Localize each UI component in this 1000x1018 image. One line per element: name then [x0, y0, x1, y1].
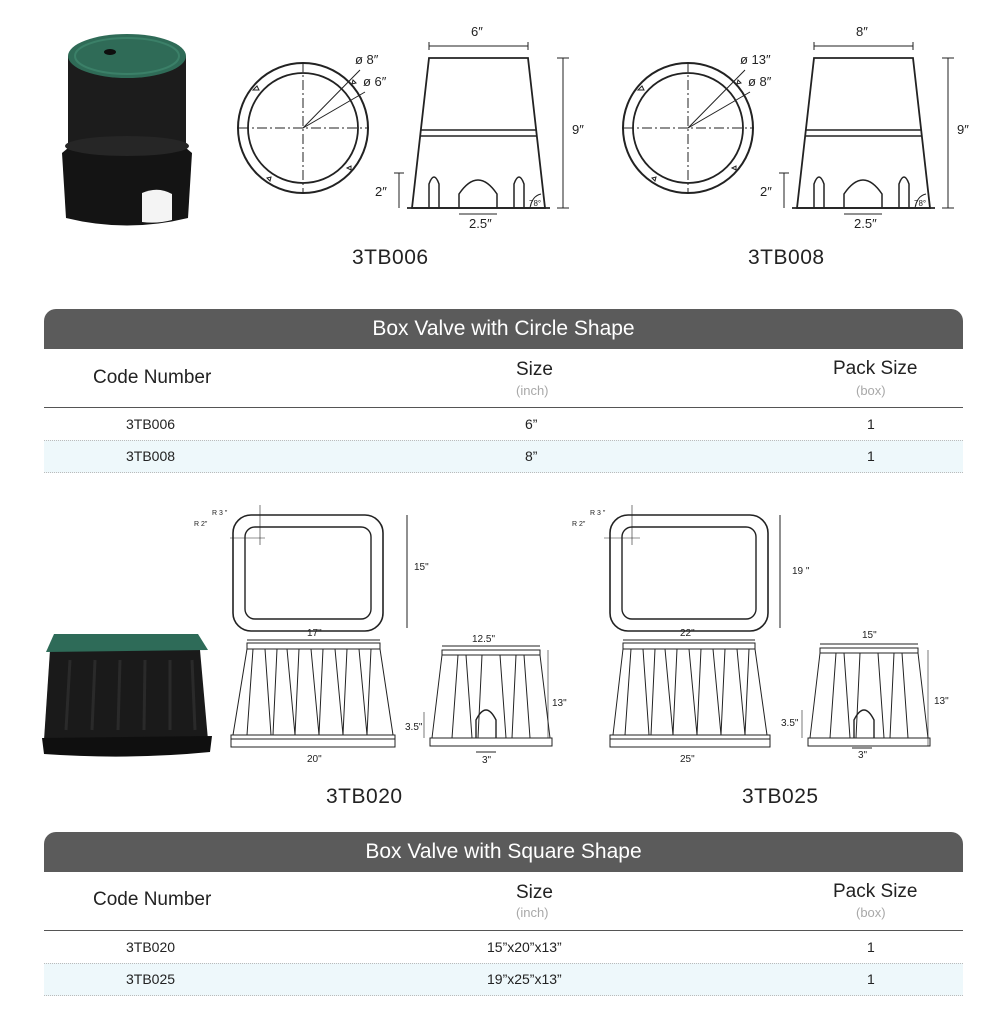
cell-pack: 1	[867, 939, 875, 955]
outer-diameter-label: ø 13″	[740, 52, 771, 67]
col-header-size-unit: (inch)	[516, 905, 549, 920]
svg-text:19 ": 19 "	[792, 566, 810, 577]
table-header-divider	[44, 930, 963, 931]
svg-text:20": 20"	[307, 754, 322, 765]
svg-text:2″: 2″	[375, 184, 387, 199]
svg-text:25": 25"	[680, 754, 695, 765]
outer-diameter-label: ø 8″	[355, 52, 379, 67]
cell-code: 3TB020	[126, 939, 176, 955]
table-row	[44, 963, 963, 996]
svg-text:2″: 2″	[760, 184, 772, 199]
cell-code: 3TB008	[126, 448, 176, 464]
square-table-title-bar: Box Valve with Square Shape	[44, 832, 963, 872]
svg-text:R 2": R 2"	[572, 521, 586, 528]
cell-size: 15”x20”x13”	[487, 939, 562, 955]
svg-text:R 3 ": R 3 "	[590, 510, 606, 517]
col-header-pack: Pack Size	[833, 358, 918, 379]
inner-diameter-label: ø 8″	[748, 74, 772, 89]
inner-diameter-label: ø 6″	[363, 74, 387, 89]
svg-text:2.5″: 2.5″	[469, 216, 492, 231]
svg-text:3": 3"	[858, 750, 868, 761]
table-row	[44, 409, 963, 440]
col-header-pack-unit: (box)	[856, 383, 886, 398]
rectangular-valve-box-photo	[40, 630, 215, 765]
svg-text:3.5": 3.5"	[405, 722, 423, 733]
cell-pack: 1	[867, 971, 875, 987]
table-row	[44, 932, 963, 963]
circle-table-title-bar: Box Valve with Circle Shape	[44, 309, 963, 349]
col-header-size: Size	[516, 882, 553, 903]
svg-text:3.5": 3.5"	[781, 718, 799, 729]
col-header-code: Code Number	[93, 889, 212, 910]
col-header-pack-unit: (box)	[856, 905, 886, 920]
svg-text:R 2": R 2"	[194, 521, 208, 528]
cell-pack: 1	[867, 448, 875, 464]
col-header-code: Code Number	[93, 367, 212, 388]
cell-size: 8”	[525, 448, 538, 464]
col-header-pack: Pack Size	[833, 881, 918, 902]
svg-text:13": 13"	[934, 696, 949, 707]
cell-pack: 1	[867, 416, 875, 432]
round-valve-box-photo	[62, 28, 197, 228]
cell-size: 19”x25”x13”	[487, 971, 562, 987]
svg-text:3": 3"	[482, 755, 492, 766]
svg-text:15": 15"	[414, 562, 429, 573]
cell-code: 3TB025	[126, 971, 176, 987]
cell-size: 6”	[525, 416, 538, 432]
svg-text:9″: 9″	[572, 122, 584, 137]
svg-text:17": 17"	[307, 628, 322, 639]
diagram-3TB008-top-view	[620, 40, 790, 200]
svg-text:13": 13"	[552, 698, 567, 709]
svg-text:78°: 78°	[529, 199, 542, 208]
diagram-3TB006-top-view	[235, 40, 405, 200]
col-header-size: Size	[516, 359, 553, 380]
svg-text:6″: 6″	[471, 24, 483, 39]
diagram-3TB025-top-view	[570, 500, 820, 640]
diagram-3TB025-side-view	[778, 630, 958, 770]
table-row	[44, 440, 963, 473]
model-label-3TB008: 3TB008	[748, 246, 825, 269]
svg-text:2.5″: 2.5″	[854, 216, 877, 231]
svg-text:22": 22"	[680, 628, 695, 639]
diagram-3TB020-top-view	[190, 500, 440, 640]
model-label-3TB006: 3TB006	[352, 246, 429, 269]
diagram-3TB020-side-view	[400, 630, 580, 770]
diagram-3TB025-front-view	[605, 625, 785, 770]
svg-text:R 3 ": R 3 "	[212, 510, 228, 517]
model-label-3TB020: 3TB020	[326, 785, 403, 808]
col-header-size-unit: (inch)	[516, 383, 549, 398]
table-header-divider	[44, 407, 963, 408]
svg-text:15": 15"	[862, 630, 877, 641]
svg-text:12.5": 12.5"	[472, 634, 496, 645]
svg-text:78°: 78°	[914, 199, 927, 208]
model-label-3TB025: 3TB025	[742, 785, 819, 808]
diagram-3TB020-front-view	[225, 625, 405, 770]
svg-text:8″: 8″	[856, 24, 868, 39]
svg-text:9″: 9″	[957, 122, 969, 137]
cell-code: 3TB006	[126, 416, 176, 432]
